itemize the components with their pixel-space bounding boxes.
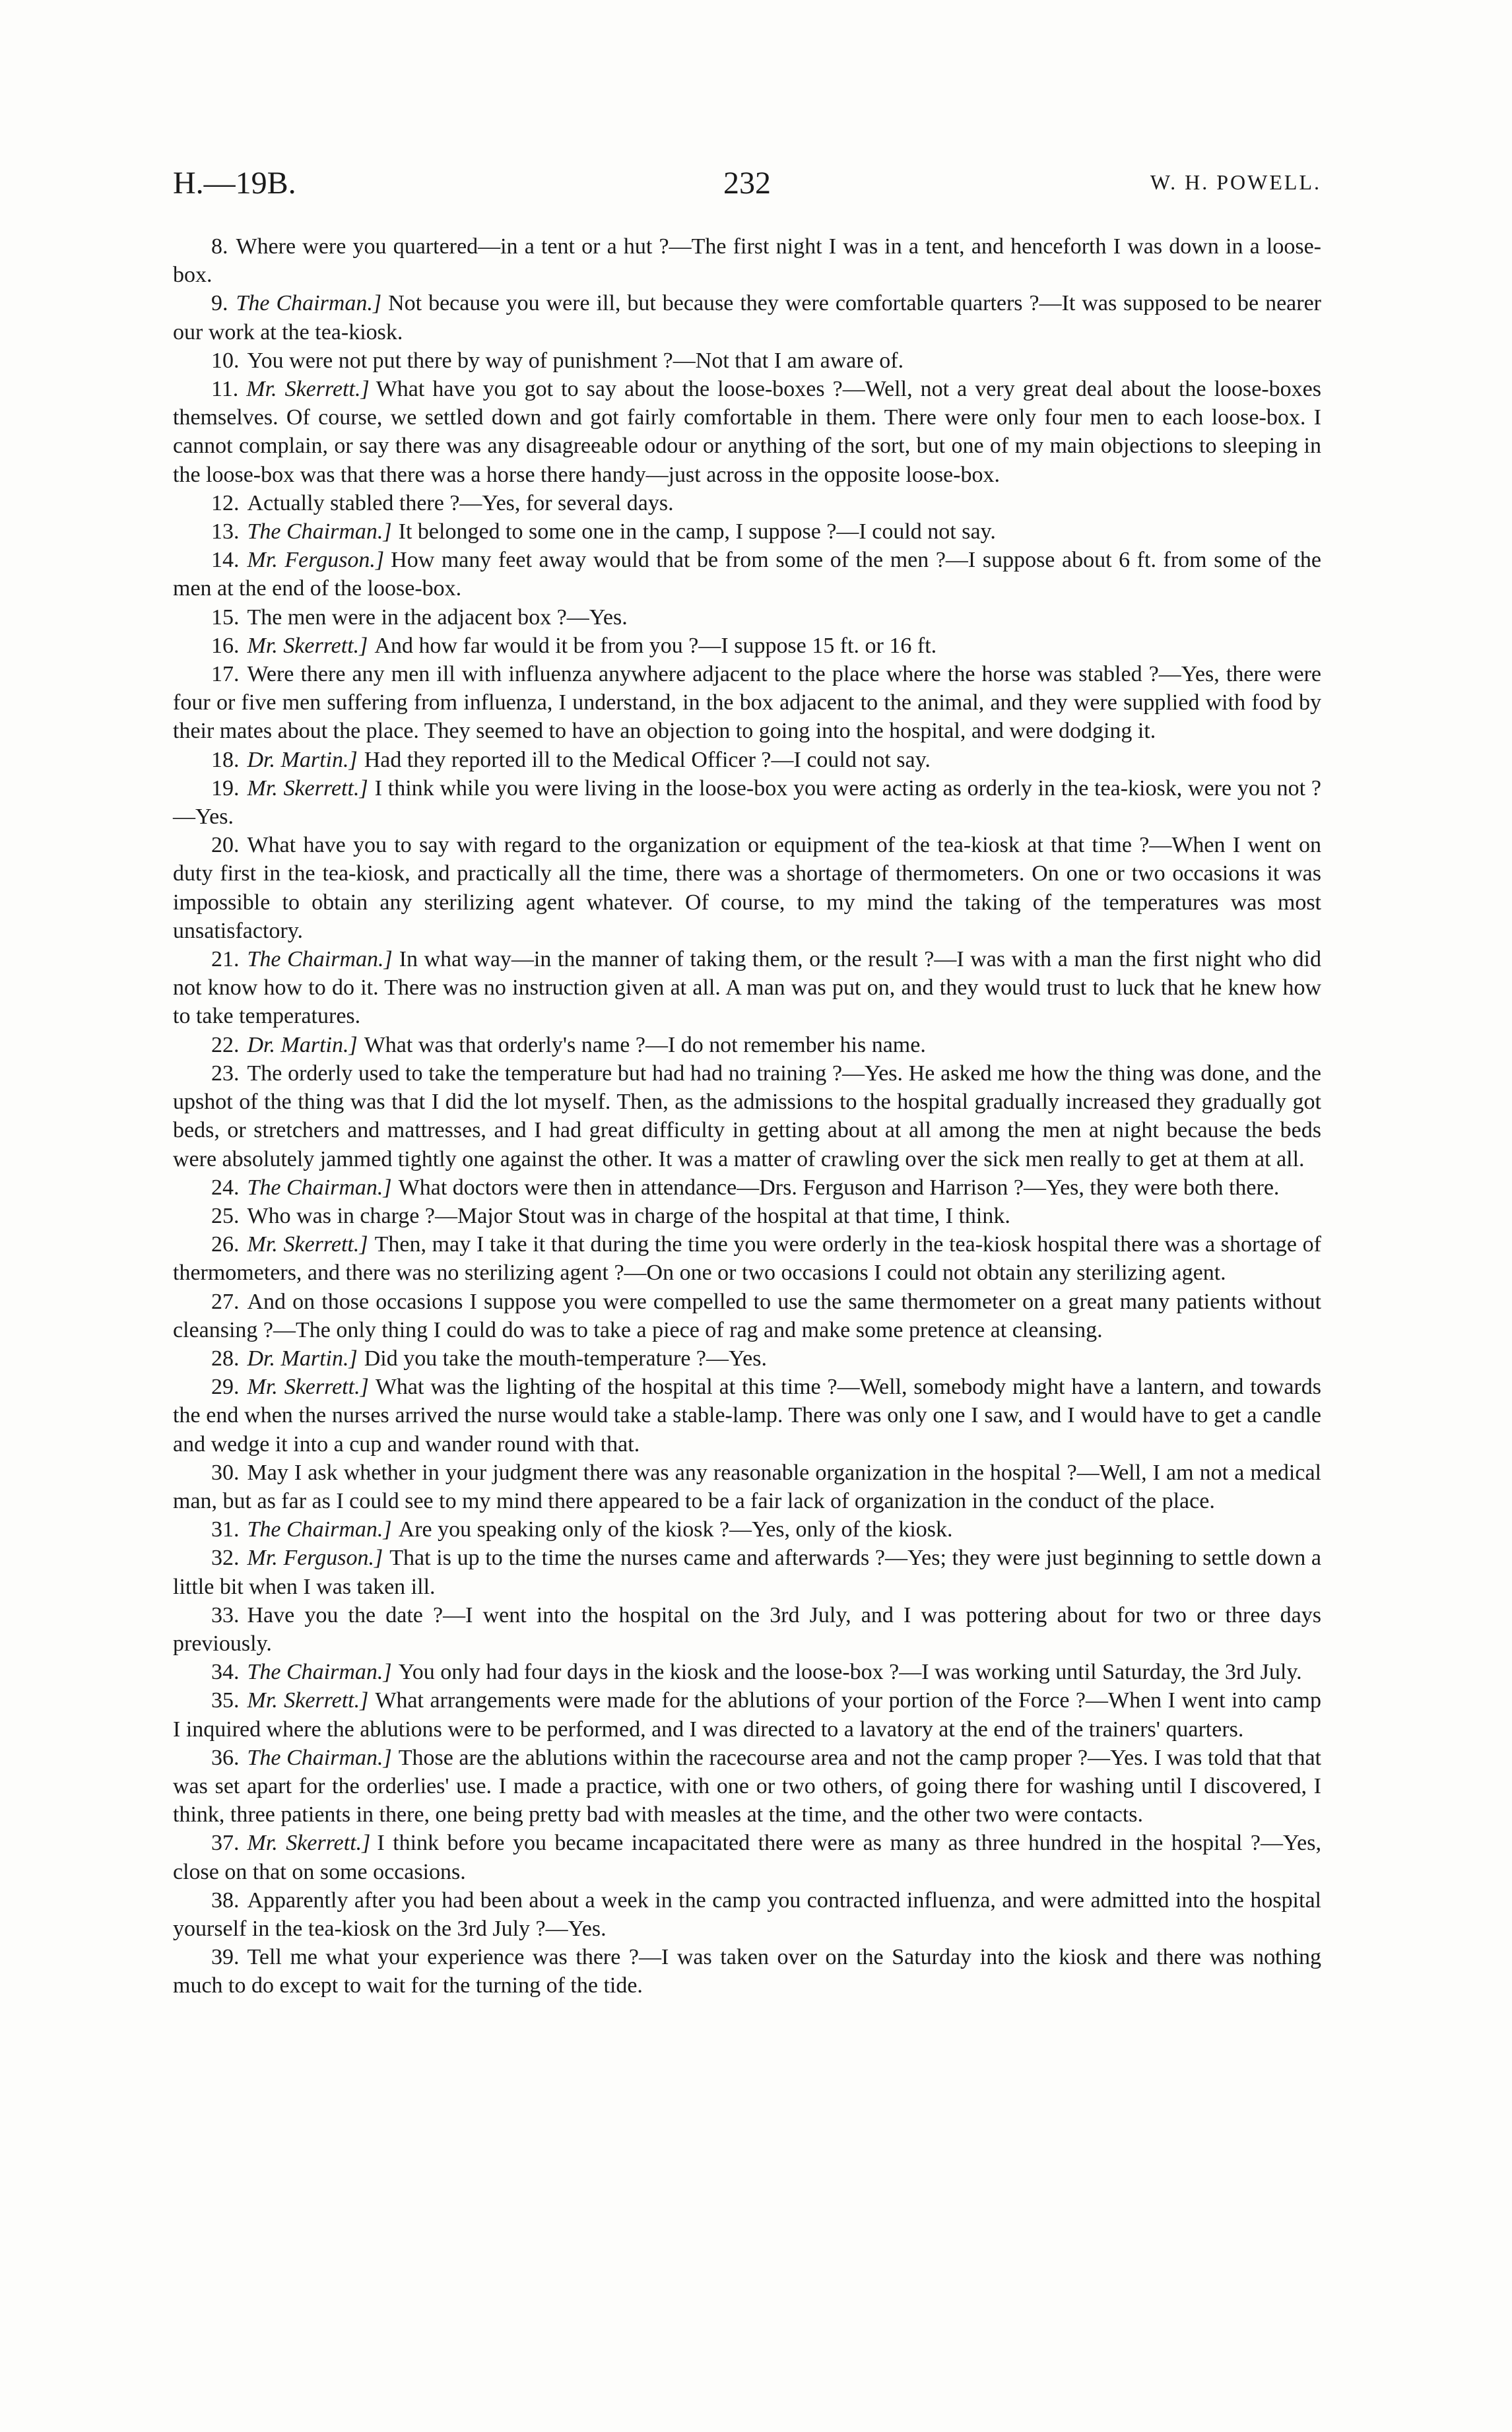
question-paragraph bbox=[173, 346, 1321, 375]
question-text: The men were in the adjacent box ?—Yes. bbox=[247, 605, 628, 630]
speaker-label: Mr. Skerrett.] bbox=[247, 1375, 369, 1400]
question-text: What have you to say with regard to the organization or equipment of the tea-kiosk at that time ?—When I went on duty first in the tea-kiosk, and practically all the time, there was a shortage of thermometers. On one or two occasions it was impossible to obtain any sterilizing agent whatever. Of course, to my mind the taking of the temperatures was most unsatisfactory. bbox=[173, 833, 1321, 943]
question-paragraph bbox=[173, 232, 1321, 289]
question-text: Tell me what your experience was there ?—I was taken over on the Saturday into the kiosk and there was nothing much to do except to wait for the turning of the tide. bbox=[173, 1945, 1321, 1998]
question-text: It belonged to some one in the camp, I suppose ?—I could not say. bbox=[398, 519, 996, 544]
question-text: Not because you were ill, but because they were comfortable quarters ?—It was supposed to be nearer our work at the tea-kiosk. bbox=[173, 291, 1322, 345]
question-number: 18. bbox=[211, 747, 240, 772]
question-number: 33. bbox=[211, 1602, 240, 1627]
question-text: The orderly used to take the temperature but had had no training ?—Yes. He asked me how the thing was done, and the upshot of the thing was that I did the lot myself. Then, as the admissions to the hospital gradually increased they gradually got beds, or stretchers and mattresses, and I had great difficulty in getting about at all among the men at night because the beds were absolutely jammed tightly one against the other. It was a matter of crawling over the sick men really to get at them at all. bbox=[173, 1061, 1321, 1171]
question-number: 29. bbox=[211, 1375, 240, 1400]
speaker-label: The Chairman.] bbox=[247, 519, 392, 544]
speaker-label: Dr. Martin.] bbox=[247, 1032, 358, 1057]
question-number: 25. bbox=[211, 1203, 240, 1228]
witness-name: W. H. POWELL. bbox=[1150, 170, 1321, 194]
question-number: 13. bbox=[211, 519, 240, 544]
question-number: 38. bbox=[211, 1888, 240, 1913]
question-paragraph bbox=[173, 1031, 1321, 1059]
question-text: Were there any men ill with influenza anywhere adjacent to the place where the horse was stabled ?—Yes, there were four or five men suffering from influenza, I understand, in the box adjacent to the animal, and they were supplied with food by their mates about the place. They seemed to have an objection to going into the hospital, and were dodging it. bbox=[173, 662, 1321, 744]
question-number: 10. bbox=[211, 348, 240, 373]
question-number: 32. bbox=[211, 1546, 240, 1571]
question-number: 35. bbox=[211, 1688, 240, 1713]
question-paragraph bbox=[173, 1658, 1321, 1686]
speaker-label: The Chairman.] bbox=[236, 291, 382, 316]
question-number: 36. bbox=[211, 1745, 240, 1770]
question-number: 14. bbox=[211, 548, 240, 573]
question-text: I think before you became incapacitated there were as many as three hundred in the hospital ?—Yes, close on that on some occasions. bbox=[173, 1831, 1321, 1884]
question-number: 17. bbox=[211, 662, 240, 687]
speaker-label: Mr. Ferguson.] bbox=[247, 1546, 383, 1571]
question-text: In what way—in the manner of taking them, or the result ?—I was with a man the first night who did not know how to do it. There was no instruction given at all. A man was put on, and they would trust to luck that he knew how to take temperatures. bbox=[173, 947, 1321, 1029]
speaker-label: Mr. Skerrett.] bbox=[247, 1831, 371, 1856]
question-paragraph bbox=[173, 1230, 1321, 1287]
question-text: I think while you were living in the loose-box you were acting as orderly in the tea-kiosk, were you not ?—Yes. bbox=[173, 775, 1321, 830]
question-text: Apparently after you had been about a week in the camp you contracted influenza, and were admitted into the hospital yourself in the tea-kiosk on the 3rd July ?—Yes. bbox=[173, 1888, 1321, 1941]
question-number: 30. bbox=[211, 1460, 240, 1485]
question-number: 24. bbox=[211, 1175, 240, 1200]
page-number: 232 bbox=[723, 166, 771, 201]
question-number: 39. bbox=[211, 1945, 240, 1970]
page-header bbox=[173, 165, 1321, 205]
question-paragraph bbox=[173, 517, 1321, 546]
question-paragraph bbox=[173, 1544, 1321, 1600]
question-paragraph bbox=[173, 375, 1321, 489]
question-number: 9. bbox=[211, 291, 228, 316]
question-paragraph bbox=[173, 632, 1321, 660]
question-number: 15. bbox=[211, 605, 240, 630]
question-number: 22. bbox=[211, 1032, 240, 1057]
question-text: And how far would it be from you ?—I suppose 15 ft. or 16 ft. bbox=[374, 633, 937, 658]
speaker-label: Mr. Skerrett.] bbox=[247, 1232, 368, 1257]
question-text: What was that orderly's name ?—I do not remember his name. bbox=[364, 1032, 926, 1057]
speaker-label: Dr. Martin.] bbox=[247, 1346, 358, 1371]
speaker-label: Mr. Ferguson.] bbox=[247, 548, 385, 573]
question-text: Who was in charge ?—Major Stout was in charge of the hospital at that time, I think. bbox=[247, 1203, 1010, 1228]
question-paragraph bbox=[173, 831, 1321, 945]
speaker-label: Dr. Martin.] bbox=[247, 747, 358, 772]
speaker-label: Mr. Skerrett.] bbox=[246, 377, 370, 402]
question-number: 16. bbox=[211, 633, 240, 658]
question-number: 21. bbox=[211, 947, 240, 972]
question-text: Those are the ablutions within the racecourse area and not the camp proper ?—Yes. I was told that that was set apart for the orderlies' use. I made a practice, with one or two others, of going there for washing until I discovered, I think, three patients in there, one being pretty bad with measles at the time, and the other two were contacts. bbox=[173, 1745, 1321, 1827]
question-text: And on those occasions I suppose you were compelled to use the same thermometer on a great many patients without cleansing ?—The only thing I could do was to take a piece of rag and make some pretence at cleansing. bbox=[173, 1289, 1321, 1342]
question-paragraph bbox=[173, 1173, 1321, 1202]
question-number: 23. bbox=[211, 1061, 240, 1086]
question-number: 31. bbox=[211, 1517, 240, 1542]
question-text: Are you speaking only of the kiosk ?—Yes, only of the kiosk. bbox=[398, 1517, 953, 1542]
question-paragraph bbox=[173, 1744, 1321, 1829]
question-paragraph bbox=[173, 1202, 1321, 1230]
speaker-label: Mr. Skerrett.] bbox=[247, 1688, 369, 1713]
question-text: Have you the date ?—I went into the hospital on the 3rd July, and I was pottering about for two or three days previously. bbox=[173, 1602, 1321, 1656]
question-text: Actually stabled there ?—Yes, for several days. bbox=[247, 490, 674, 515]
question-paragraph bbox=[173, 660, 1321, 746]
question-text: What have you got to say about the loose-boxes ?—Well, not a very great deal about the loose-boxes themselves. Of course, we settled down and got fairly comfortable in them. There were only four men to each loose-box. I cannot complain, or say there was any disagreeable odour or anything of the sort, but one of my main objections to sleeping in the loose-box was that there was a horse there handy—just across in the opposite loose-box. bbox=[173, 377, 1321, 487]
question-number: 19. bbox=[211, 775, 240, 801]
question-paragraph bbox=[173, 945, 1321, 1031]
question-paragraph bbox=[173, 1459, 1321, 1515]
question-text: That is up to the time the nurses came and afterwards ?—Yes; they were just beginning to settle down a little bit when I was taken ill. bbox=[173, 1546, 1321, 1599]
speaker-label: Mr. Skerrett.] bbox=[247, 633, 368, 658]
speaker-label: Mr. Skerrett.] bbox=[247, 775, 368, 801]
speaker-label: The Chairman.] bbox=[247, 1660, 392, 1685]
question-text: You only had four days in the kiosk and the loose-box ?—I was working until Saturday, the 3rd July. bbox=[398, 1660, 1302, 1685]
question-paragraph bbox=[173, 1686, 1321, 1743]
question-paragraph bbox=[173, 746, 1321, 774]
question-text: What was the lighting of the hospital at this time ?—Well, somebody might have a lantern, and towards the end when the nurses arrived the nurse would take a stable-lamp. There was only one I saw, and I would have to get a candle and wedge it into a cup and wander round with that. bbox=[173, 1375, 1321, 1457]
speaker-label: The Chairman.] bbox=[247, 947, 393, 972]
question-number: 11. bbox=[211, 377, 239, 402]
question-paragraph bbox=[173, 1515, 1321, 1544]
question-paragraph bbox=[173, 603, 1321, 632]
question-text: How many feet away would that be from some of the men ?—I suppose about 6 ft. from some of the men at the end of the loose-box. bbox=[173, 548, 1322, 601]
question-paragraph bbox=[173, 1601, 1321, 1658]
question-paragraph bbox=[173, 1373, 1321, 1459]
question-text: What doctors were then in attendance—Drs. Ferguson and Harrison ?—Yes, they were both there. bbox=[398, 1175, 1280, 1200]
question-number: 27. bbox=[211, 1289, 240, 1314]
question-number: 20. bbox=[211, 833, 240, 858]
question-text: Where were you quartered—in a tent or a hut ?—The first night I was in a tent, and henceforth I was down in a loose-box. bbox=[173, 234, 1321, 288]
question-number: 8. bbox=[211, 234, 228, 259]
question-paragraph bbox=[173, 289, 1321, 346]
question-text: What arrangements were made for the ablutions of your portion of the Force ?—When I went into camp I inquired where the ablutions were to be performed, and I was directed to a lavatory at the end of the trainers' quarters. bbox=[173, 1688, 1321, 1742]
speaker-label: The Chairman.] bbox=[247, 1517, 392, 1542]
question-text: Had they reported ill to the Medical Officer ?—I could not say. bbox=[364, 747, 931, 772]
question-number: 37. bbox=[211, 1831, 240, 1856]
question-paragraph bbox=[173, 1943, 1321, 2000]
question-number: 26. bbox=[211, 1232, 240, 1257]
question-paragraph bbox=[173, 774, 1321, 831]
question-paragraph bbox=[173, 489, 1321, 517]
question-number: 34. bbox=[211, 1660, 240, 1685]
question-number: 28. bbox=[211, 1346, 240, 1371]
question-paragraph bbox=[173, 1344, 1321, 1373]
question-paragraph bbox=[173, 1288, 1321, 1344]
speaker-label: The Chairman.] bbox=[247, 1175, 392, 1200]
paper-reference: H.—19B. bbox=[173, 166, 296, 201]
question-paragraph bbox=[173, 1059, 1321, 1173]
speaker-label: The Chairman.] bbox=[247, 1745, 392, 1770]
question-number: 12. bbox=[211, 490, 240, 515]
question-paragraph bbox=[173, 1886, 1321, 1943]
question-paragraph bbox=[173, 546, 1321, 603]
question-paragraph bbox=[173, 1829, 1321, 1886]
question-text: May I ask whether in your judgment there was any reasonable organization in the hospital ?—Well, I am not a medical man, but as far as I could see to my mind there appeared to be a fair lack of organization in the conduct of the place. bbox=[173, 1460, 1321, 1513]
question-text: Then, may I take it that during the time you were orderly in the tea-kiosk hospital there was a shortage of thermometers, and there was no sterilizing agent ?—On one or two occasions I could not obtain any sterilizing agent. bbox=[173, 1232, 1322, 1286]
question-text: You were not put there by way of punishment ?—Not that I am aware of. bbox=[247, 348, 904, 373]
testimony-body bbox=[173, 232, 1321, 2000]
question-text: Did you take the mouth-temperature ?—Yes. bbox=[364, 1346, 767, 1371]
